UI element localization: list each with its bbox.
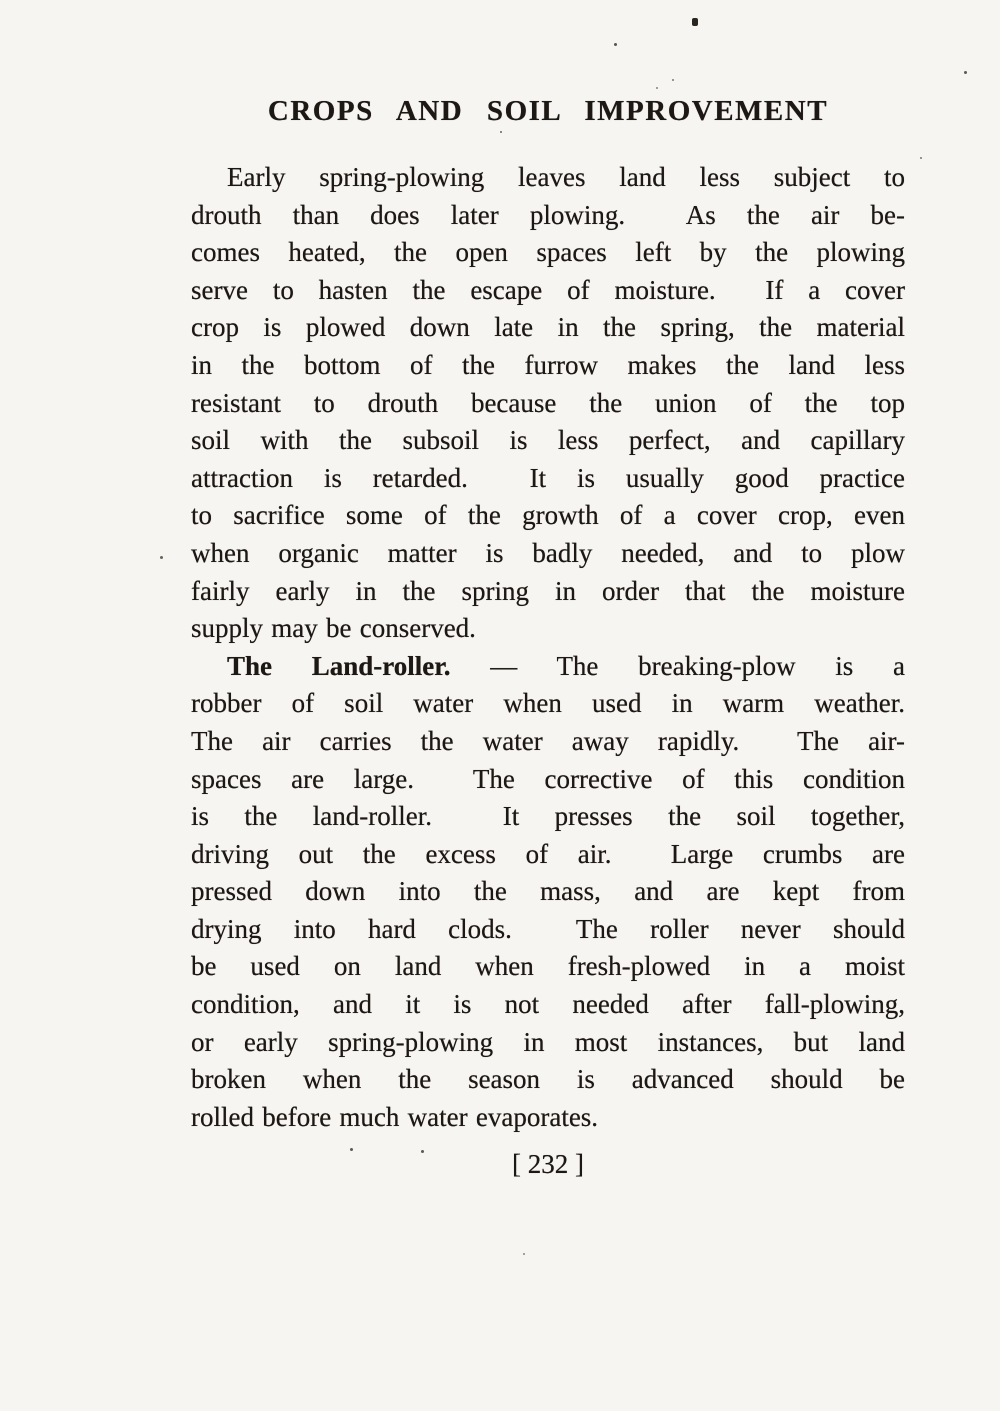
text-line: supply may be conserved.: [191, 613, 476, 644]
text-line: fairly early in the spring in order that the moisture: [191, 575, 905, 606]
text-line: The air carries the water away rapidly. The air-: [191, 725, 905, 756]
text-line: crop is plowed down late in the spring, the material: [191, 312, 905, 343]
scan-speck: [920, 157, 922, 159]
text-line: Early spring-plowing leaves land less subject to: [227, 162, 905, 192]
text-line: robber of soil water when used in warm weather.: [191, 688, 905, 719]
text-line: drouth than does later plowing. As the air be-: [191, 199, 905, 230]
scan-speck: [500, 131, 502, 133]
scan-speck: [523, 1253, 525, 1255]
text-line: attraction is retarded. It is usually good practice: [191, 462, 905, 493]
text-line: pressed down into the mass, and are kept from: [191, 876, 905, 907]
text-line: broken when the season is advanced should be: [191, 1064, 905, 1095]
text-line: in the bottom of the furrow makes the land less: [191, 349, 905, 380]
text-line: when organic matter is badly needed, and to plow: [191, 537, 905, 568]
scan-speck: [672, 79, 674, 81]
text-line: comes heated, the open spaces left by the plowing: [191, 237, 905, 268]
scan-speck: [421, 1150, 424, 1153]
text-line: be used on land when fresh-plowed in a moist: [191, 951, 905, 982]
text-line: serve to hasten the escape of moisture. If a cover: [191, 274, 905, 305]
text-line: rolled before much water evaporates.: [191, 1101, 599, 1132]
scan-speck: [964, 71, 967, 74]
scan-speck: [656, 87, 658, 89]
text-line: driving out the excess of air. Large crumbs are: [191, 838, 905, 869]
page-heading: CROPS AND SOIL IMPROVEMENT: [267, 95, 829, 127]
text-line: is the land-roller. It presses the soil together,: [191, 801, 905, 832]
text-line-continuation: — The breaking-plow is a: [450, 650, 906, 681]
text-line: to sacrifice some of the growth of a cover crop, even: [191, 500, 905, 531]
text-line: resistant to drouth because the union of the top: [191, 387, 905, 418]
scan-speck: [350, 1148, 353, 1151]
body-text: [191, 159, 905, 1136]
text-line: condition, and it is not needed after fall-plowing,: [191, 989, 905, 1020]
scan-speck: [614, 43, 617, 46]
text-line: soil with the subsoil is less perfect, and capillary: [191, 425, 905, 456]
text-line: drying into hard clods. The roller never should: [191, 913, 905, 944]
text-line: [191, 648, 905, 686]
page-number: [ 232 ]: [512, 1149, 584, 1179]
scan-speck: [692, 18, 698, 26]
scan-speck: [160, 556, 163, 559]
run-in-side-head: The Land-roller.: [227, 650, 451, 681]
text-line: or early spring-plowing in most instances, but land: [191, 1026, 905, 1057]
text-line: spaces are large. The corrective of this condition: [191, 763, 905, 794]
